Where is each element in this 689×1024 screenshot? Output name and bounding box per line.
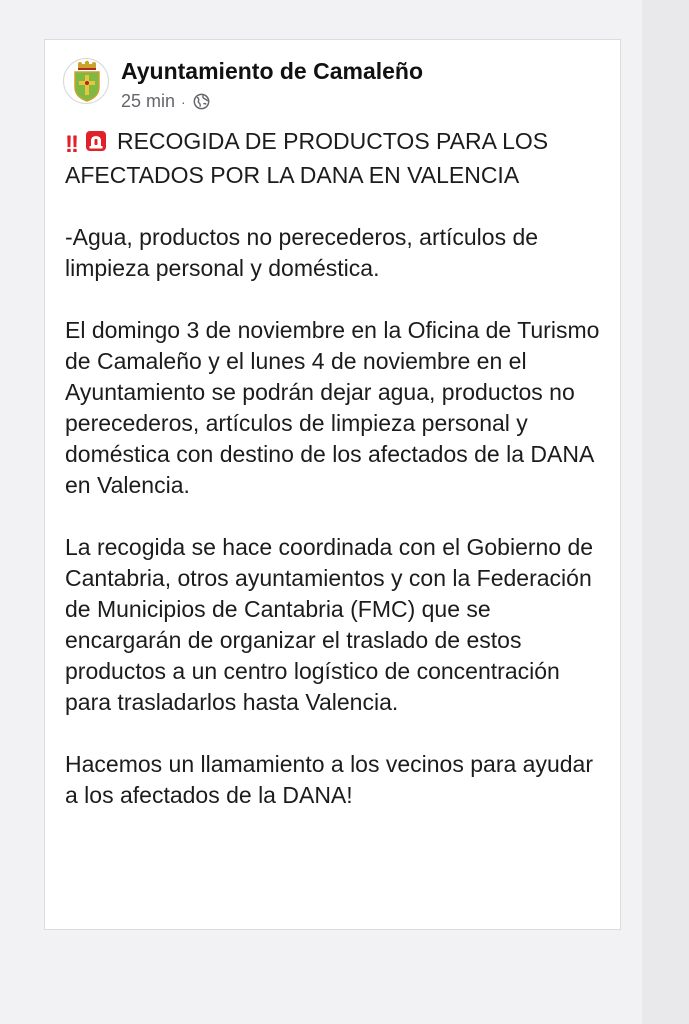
post-title: RECOGIDA DE PRODUCTOS PARA LOS AFECTADOS POR LA DANA EN VALENCIA [65, 128, 549, 188]
siren-icon [85, 130, 107, 152]
post-body [65, 126, 610, 842]
post-meta [121, 91, 210, 112]
post-header [63, 55, 603, 115]
post-paragraph: El domingo 3 de noviembre en la Oficina de Turismo de Camaleño y el lunes 4 de noviembre en el Ayuntamiento se podrán dejar agua, productos no perecederos, artículos de limpieza personal y doméstica con destino de los afectados de la DANA en Valencia. [65, 317, 600, 498]
page-name[interactable]: Ayuntamiento de Camaleño [121, 58, 424, 84]
post-paragraph: -Agua, productos no perecederos, artículos de limpieza personal y doméstica. [65, 224, 539, 281]
facebook-post-card [44, 39, 621, 930]
coat-of-arms-icon[interactable] [63, 58, 109, 104]
meta-separator: · [181, 93, 186, 110]
globe-icon[interactable] [193, 93, 210, 110]
side-margin [642, 0, 689, 1024]
post-paragraph: La recogida se hace coordinada con el Gobierno de Cantabria, otros ayuntamientos y con la Federación de Municipios de Cantabria (FMC) que se encargarán de organizar el traslado de estos productos a un centro logístico de concentración para trasladarlos hasta Valencia. [65, 534, 594, 715]
post-paragraph: Hacemos un llamamiento a los vecinos para ayudar a los afectados de la DANA! [65, 751, 593, 808]
double-exclamation-icon: !! [65, 131, 77, 158]
post-time[interactable]: 25 min [121, 91, 176, 111]
post-title-line [65, 126, 610, 191]
